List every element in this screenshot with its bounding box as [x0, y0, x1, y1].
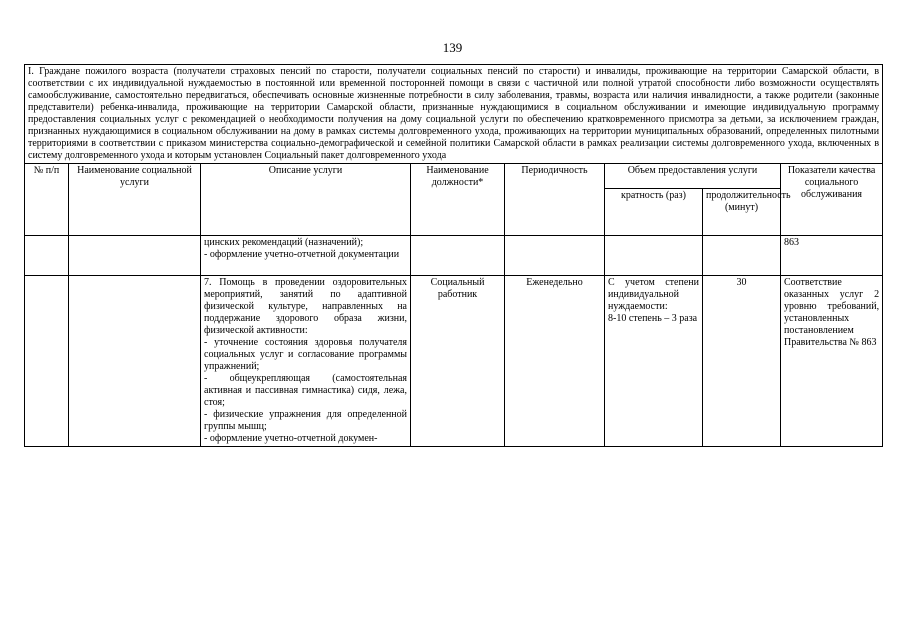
row-description [201, 236, 411, 276]
header-description: Описание услуги [201, 164, 411, 236]
header-num: № п/п [25, 164, 69, 236]
description-line: - общеукрепляющая (самостоятельная активная и пассивная гимнастика) сидя, лежа, стоя; [204, 373, 407, 408]
row-duration [703, 236, 781, 276]
row-periodicity [505, 236, 605, 276]
frequency-detail: 8-10 степень – 3 раза [608, 313, 698, 324]
table-header-row [25, 164, 883, 189]
header-frequency: кратность (раз) [605, 189, 703, 236]
row-frequency [605, 236, 703, 276]
description-line: 7. Помощь в проведении оздоровительных мероприятий, занятий по адаптивной физической культуре, направленных на поддержание здорового образа жизни, физической активности: [204, 277, 407, 336]
header-quality: Показатели качества социального обслуживания [781, 164, 883, 236]
services-table [24, 64, 883, 447]
description-line: - физические упражнения для определенной группы мышц; [204, 409, 407, 432]
row-duration: 30 [703, 276, 781, 447]
header-service-name: Наименование социальной услуги [69, 164, 201, 236]
page-number: 139 [442, 40, 463, 55]
header-position: Наименование должности* [411, 164, 505, 236]
description-line: - оформление учетно-отчетной докумен- [204, 433, 378, 444]
row-frequency [605, 276, 703, 447]
description-line: цинских рекомендаций (назначений); [204, 237, 364, 248]
header-duration: продолжительность (минут) [703, 189, 781, 236]
row-description [201, 276, 411, 447]
frequency-note: С учетом степени индивидуальной нуждаемости: [608, 277, 699, 312]
description-line: - оформление учетно-отчетной документации [204, 249, 400, 260]
row-num [25, 276, 69, 447]
table-row [25, 276, 883, 447]
header-volume: Объем предоставления услуги [605, 164, 781, 189]
row-quality: Соответствие оказанных услуг 2 уровню требований, установленных постановлением Правительства № 863 [781, 276, 883, 447]
row-quality: 863 [781, 236, 883, 276]
row-service-name [69, 236, 201, 276]
table-row [25, 236, 883, 276]
row-periodicity: Еженедельно [505, 276, 605, 447]
category-row [25, 65, 883, 164]
row-position [411, 236, 505, 276]
header-periodicity: Периодичность [505, 164, 605, 236]
row-service-name [69, 276, 201, 447]
row-num [25, 236, 69, 276]
category-description: I. Граждане пожилого возраста (получатели страховых пенсий по старости, получатели социальных пенсий по старости) и инвалиды, проживающие на территории Самарской области, в соответствии с их индивидуальной нуждаемостью в постоянной или временной посторонней помощи в связи с частичной или полной утратой способности либо возможности осуществлять самообслуживание, самостоятельно передвигаться, обеспечивать основные жизненные потребности в силу заболевания, травмы, возраста или наличия инвалидности, а также родители (законные представители) ребенка-инвалида, проживающие на территории Самарской области, признанные нуждающимися в социальном обслуживании и имеющие индивидуальную программу предоставления социальных услуг с рекомендацией о необходимости получения на дому социальной услуги по обеспечению кратковременного присмотра за детьми, за исключением граждан, признанных нуждающимися в социальном обслуживании на дому в рамках системы долговременного ухода, проживающих на территории муниципальных образований, определенных пилотными территориями в соответствии с приказом министерства социально-демографической и семейной политики Самарской области в рамках реализации системы долговременного ухода, включенных в систему долговременного ухода и которым установлен Социальный пакет долговременного ухода [25, 65, 883, 164]
row-position: Социальный работник [411, 276, 505, 447]
description-line: - уточнение состояния здоровья получателя социальных услуг и согласование программы упражнений; [204, 337, 407, 372]
